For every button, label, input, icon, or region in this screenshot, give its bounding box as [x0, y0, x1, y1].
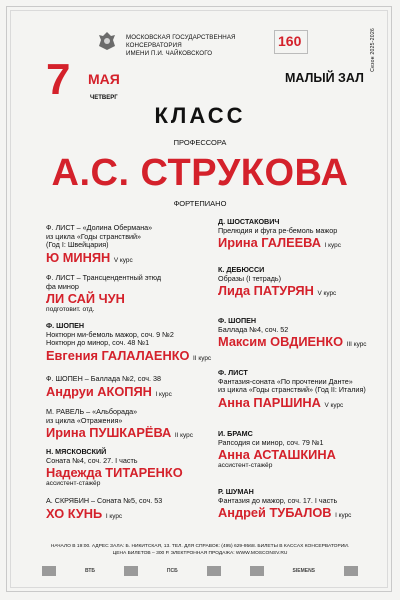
sponsor-logo-icon — [250, 566, 264, 576]
program-item — [46, 497, 221, 524]
program-item — [46, 274, 221, 314]
work-detail: из цикла «Годы странствий» (Год II: Италия) — [218, 385, 366, 395]
sponsor-logo-icon — [124, 566, 138, 576]
work-detail: Рапсодия си минор, соч. 79 №1 — [218, 437, 324, 447]
anniversary-logo — [274, 30, 308, 54]
professor-label: ПРОФЕССОРА — [173, 138, 227, 147]
event-day: 7 — [46, 55, 71, 104]
performer — [46, 348, 221, 366]
performer-name: Максим ОВДИЕНКО — [218, 334, 344, 350]
composer-work: М. РАВЕЛЬ – «Альборада» — [46, 407, 138, 416]
performer-name: Анна АСТАШКИНА — [218, 447, 336, 463]
performer-name: Ю МИНЯН — [46, 249, 111, 265]
composer: Н. МЯСКОВСКИЙ — [46, 447, 107, 456]
work-detail: Образы (I тетрадь) — [218, 273, 282, 283]
program-item — [46, 448, 221, 488]
performer-name: Евгения ГАЛАЛАЕНКО — [46, 347, 190, 363]
footer-info — [0, 543, 400, 557]
work-detail: Баллада №4, соч. 52 — [218, 324, 289, 334]
program-item — [218, 317, 378, 352]
program-item — [46, 375, 221, 402]
composer: Д. ШОСТАКОВИЧ — [218, 217, 280, 226]
composer-work: Ф. ШОПЕН – Баллада №2, соч. 38 — [46, 374, 162, 383]
performer — [218, 395, 378, 413]
performer-name: Андрей ТУБАЛОВ — [218, 505, 332, 521]
anniversary-number: 160 — [278, 33, 302, 49]
conservatory-name — [126, 34, 276, 58]
sponsor-logo-icon — [344, 566, 358, 576]
program-item — [46, 408, 221, 443]
performer-name: Надежда ТИТАРЕНКО — [46, 465, 183, 481]
program-item — [218, 488, 378, 523]
conservatory-line-1: МОСКОВСКАЯ ГОСУДАРСТВЕННАЯ КОНСЕРВАТОРИЯ — [126, 34, 236, 49]
performer — [46, 250, 221, 268]
year-of-study: V курс — [324, 401, 344, 409]
performer-status: подготовит. отд. — [46, 306, 95, 314]
sponsor-logos — [42, 563, 358, 579]
hall-name: МАЛЫЙ ЗАЛ — [285, 71, 364, 85]
performer — [46, 384, 221, 402]
event-weekday: ЧЕТВЕРГ — [90, 95, 118, 101]
composer-work: Ф. ЛИСТ – Трансцендентный этюд — [46, 273, 162, 282]
work-detail: (Год I: Швейцария) — [46, 240, 109, 250]
program-item — [218, 218, 378, 253]
performer-name: Лида ПАТУРЯН — [218, 283, 314, 299]
year-of-study: III курс — [346, 341, 367, 349]
work-detail: фа минор — [46, 281, 79, 291]
performer — [218, 283, 378, 301]
performer — [218, 235, 378, 253]
program-item — [46, 224, 221, 268]
professor-name: А.С. СТРУКОВА — [51, 152, 349, 194]
performer — [218, 505, 378, 523]
work-detail: Фантазия-соната «По прочтении Данте» — [218, 376, 353, 386]
event-month: МАЯ — [88, 71, 120, 87]
composer: К. ДЕБЮССИ — [218, 265, 265, 274]
performer-status: ассистент-стажёр — [218, 462, 273, 470]
performer — [218, 334, 378, 352]
program-item — [46, 322, 221, 366]
program-item — [218, 430, 378, 470]
footer-address: НАЧАЛО В 19:00. АДРЕС ЗАЛА: Б. НИКИТСКАЯ, 13. ТЕЛ. ДЛЯ СПРАВОК: (495) 629-9568. БИЛЕТЫ В КАССАХ КОНСЕРВАТОРИИ. — [50, 544, 350, 549]
sponsor-vtb: ВТБ — [84, 568, 96, 574]
conservatory-line-2: ИМЕНИ П.И. ЧАЙКОВСКОГО — [126, 50, 213, 57]
composer: Ф. ЛИСТ — [218, 368, 248, 377]
composer: Ф. ШОПЕН — [46, 321, 85, 330]
work-detail: Прелюдия и фуга ре-бемоль мажор — [218, 225, 338, 235]
year-of-study: I курс — [324, 242, 341, 250]
sponsor-logo-icon — [207, 566, 221, 576]
composer: Ф. ШОПЕН — [218, 316, 257, 325]
class-heading: КЛАСС — [154, 103, 246, 128]
year-of-study: V курс — [317, 290, 337, 298]
coat-of-arms-icon — [96, 30, 118, 52]
performer-name: ХО КУНЬ — [46, 505, 103, 521]
footer-tickets: ЦЕНА БИЛЕТОВ – 300 Р. ЭЛЕКТРОННАЯ ПРОДАЖА: WWW.MOSCONSV.RU — [112, 551, 288, 556]
composer: И. БРАМС — [218, 429, 253, 438]
composer: Р. ШУМАН — [218, 487, 254, 496]
performer-status: ассистент-стажёр — [46, 480, 101, 488]
sponsor-siemens: SIEMENS — [292, 568, 316, 574]
performer-name: Ирина ПУШКАРЁВА — [46, 425, 172, 441]
sponsor-psb: ПСБ — [166, 568, 178, 574]
composer-work: А. СКРЯБИН – Соната №5, соч. 53 — [46, 496, 163, 505]
work-detail: из цикла «Годы странствий» — [46, 231, 142, 241]
year-of-study: I курс — [335, 512, 352, 520]
work-detail: из цикла «Отражения» — [46, 415, 123, 425]
program-item — [218, 369, 378, 413]
year-of-study: I курс — [105, 512, 123, 520]
program-item — [218, 266, 378, 301]
sponsor-logo-icon — [42, 566, 56, 576]
year-of-study: II курс — [174, 432, 193, 440]
year-of-study: II курс — [193, 354, 212, 362]
work-detail: Соната №4, соч. 27. I часть — [46, 455, 138, 465]
performer-name: Ирина ГАЛЕЕВА — [218, 235, 322, 251]
work-detail: Фантазия до мажор, соч. 17. I часть — [218, 495, 338, 505]
work-detail: Ноктюрн ми-бемоль мажор, соч. 9 №2 — [46, 329, 174, 339]
composer-work: Ф. ЛИСТ – «Долина Обермана» — [46, 223, 153, 232]
performer — [46, 425, 221, 443]
work-detail: Ноктюрн до минор, соч. 48 №1 — [46, 338, 150, 348]
instrument-label: ФОРТЕПИАНО — [173, 199, 227, 208]
performer-name: ЛИ САЙ ЧУН — [46, 291, 125, 307]
season-label: Сезон 2025-2026 — [370, 28, 376, 72]
year-of-study: I курс — [155, 390, 172, 398]
performer — [46, 506, 221, 524]
performer-name: Андруи АКОПЯН — [46, 383, 152, 399]
performer-name: Анна ПАРШИНА — [218, 394, 321, 410]
year-of-study: V курс — [113, 256, 133, 264]
